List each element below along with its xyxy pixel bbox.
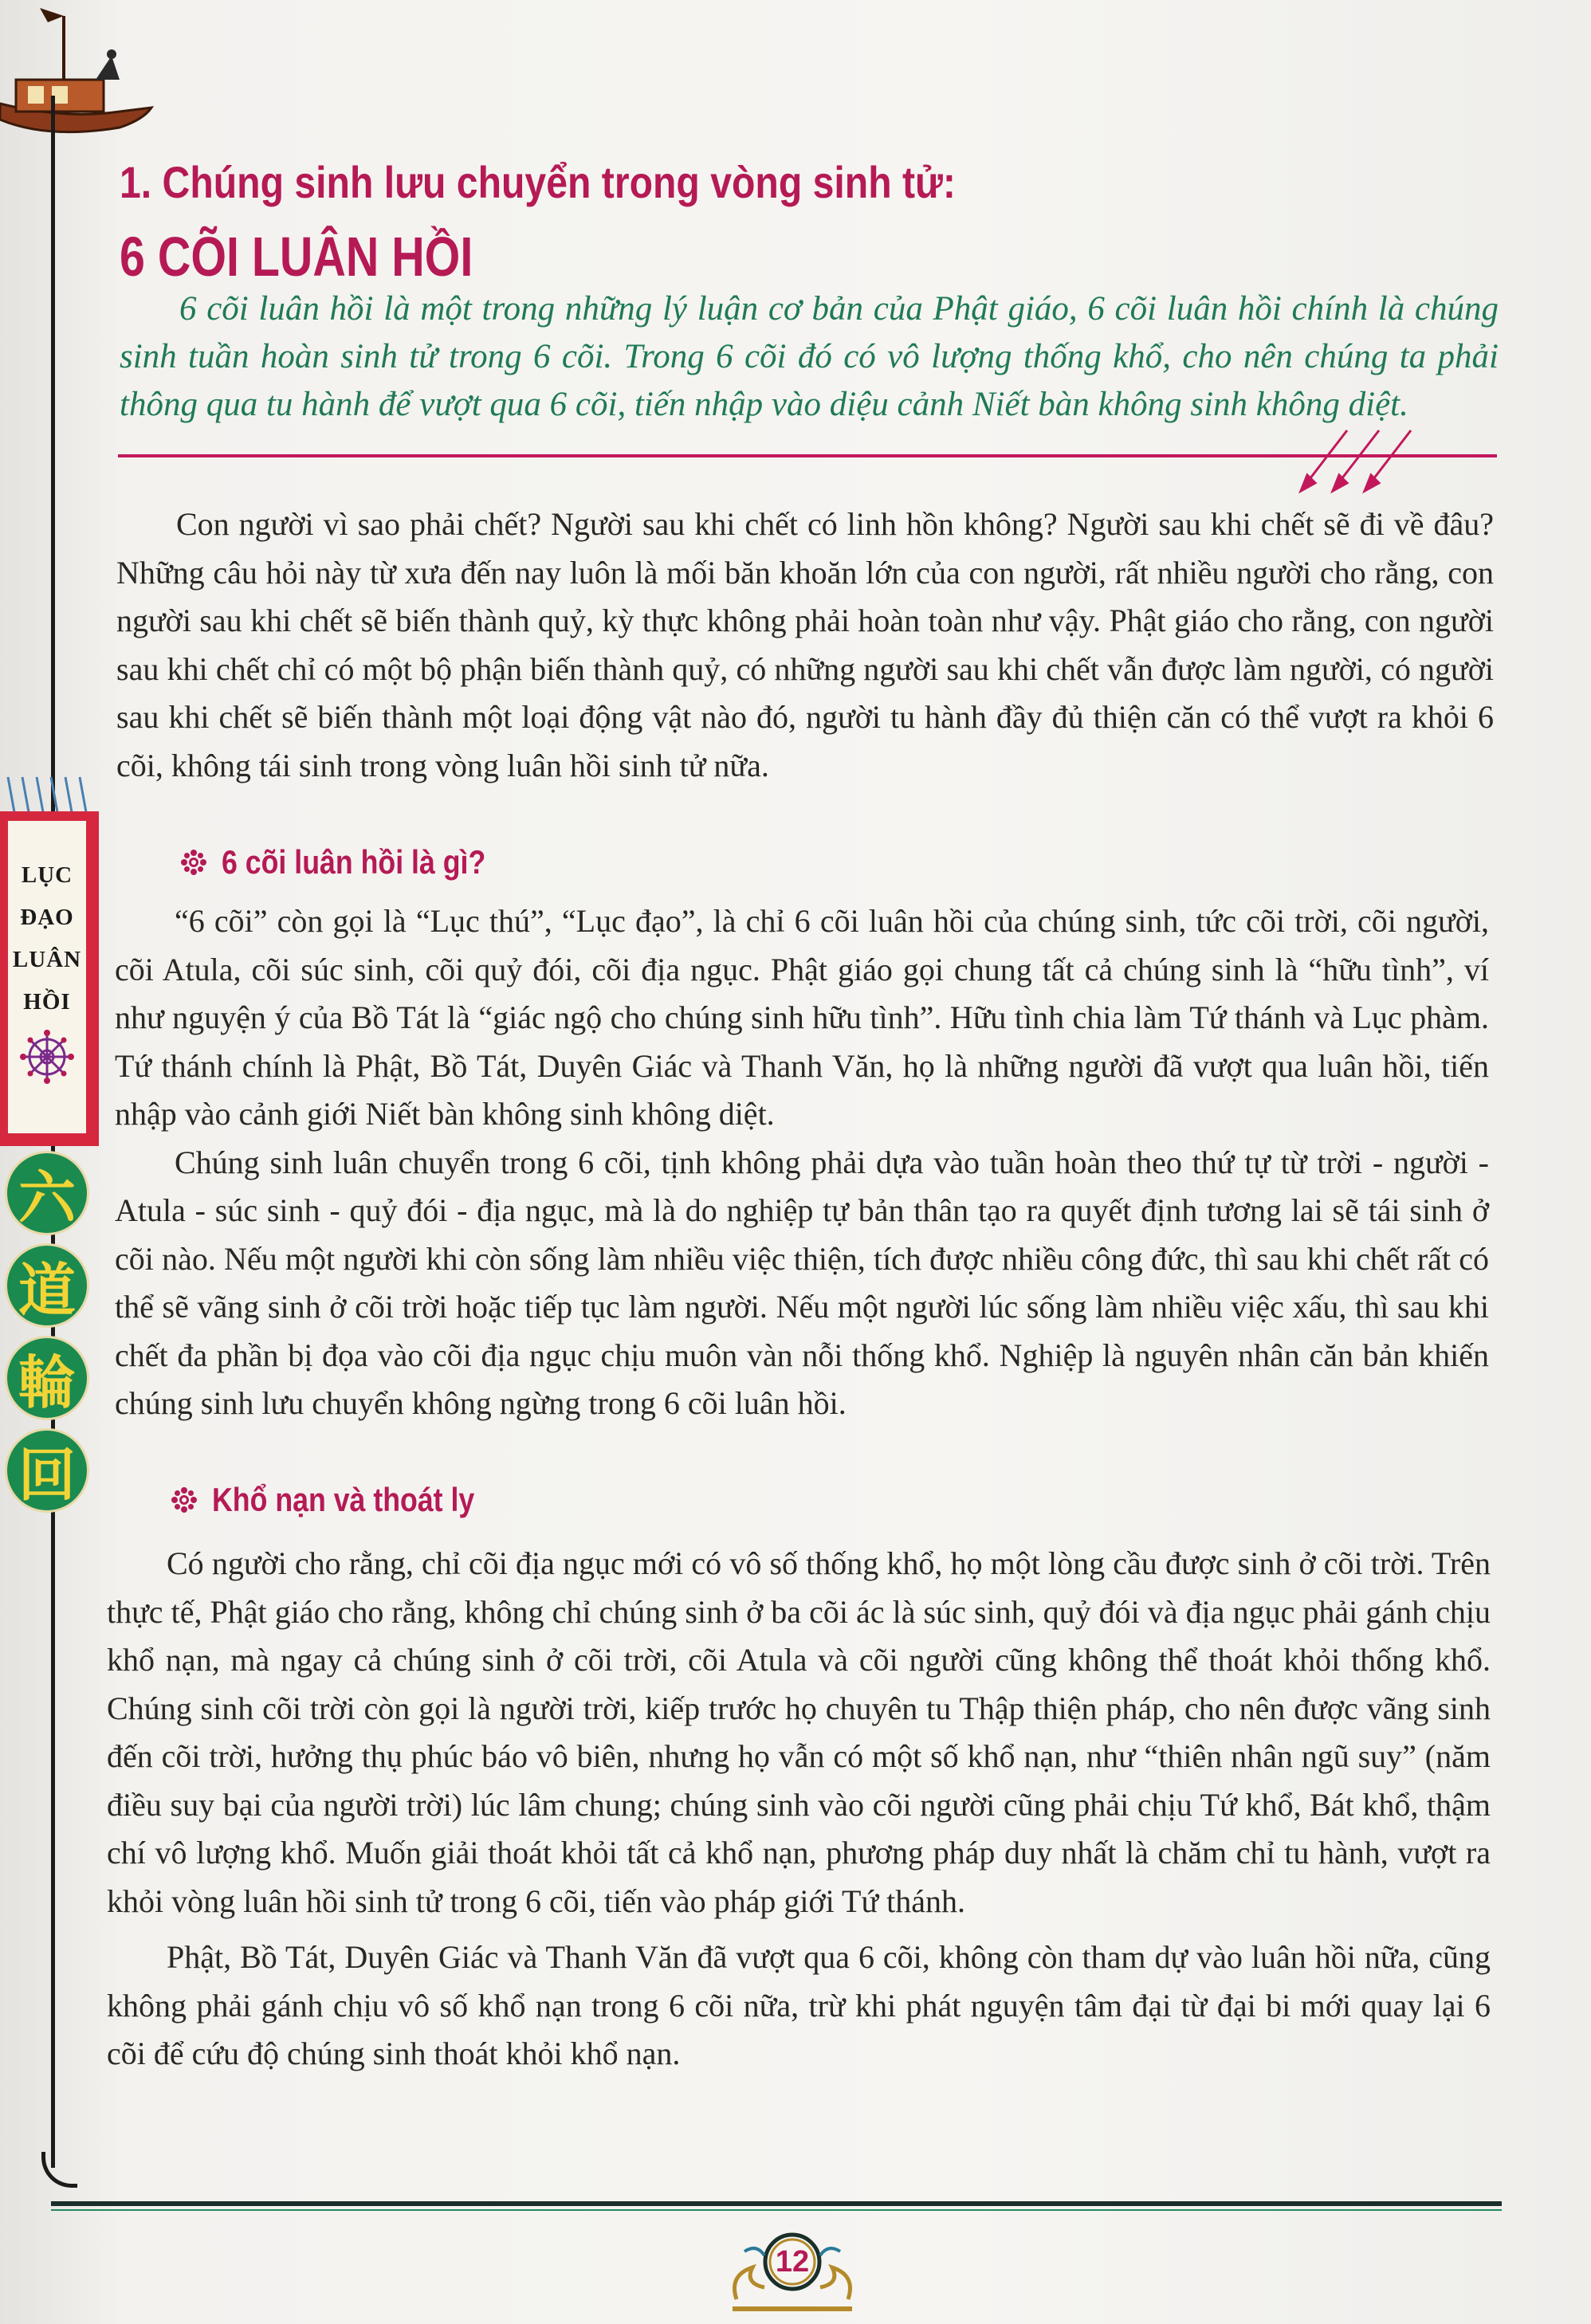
side-tab-label: [8, 821, 86, 1133]
footer-rule-accent: [51, 2209, 1502, 2211]
side-char-circle: 道: [5, 1243, 89, 1328]
boat-decoration-icon: [0, 0, 159, 151]
paragraph: Chúng sinh luân chuyển trong 6 cõi, tịnh không phải dựa vào tuần hoàn theo thứ tự từ trời - người - Atula - súc sinh - quỷ đói - địa ngục, mà là do nghiệp tự bản thân tạo ra quyết định tương lai sẽ tái sinh ở cõi nào. Nếu một người khi còn sống làm nhiều việc thiện, tích được nhiều công đức, thì sau khi chết rất có thể sẽ vãng sinh ở cõi trời hoặc tiếp tục làm người. Nếu một người lúc sống làm nhiều việc xấu, thì sau khi chết đa phần bị đọa vào cõi địa ngục chịu muôn vàn nỗi thống khổ. Nghiệp là nguyên nhân căn bản khiến chúng sinh lưu chuyển không ngừng trong 6 cõi luân hồi.: [115, 1144, 1489, 1421]
flower-bullet-icon: [171, 1486, 198, 1513]
chapter-subtitle: 6 CÕI LUÂN HỒI: [120, 226, 473, 288]
body-section-1: [116, 501, 1494, 790]
page-number: 12: [775, 2245, 810, 2279]
footer-rule: [51, 2201, 1502, 2206]
section-heading-2: [171, 1481, 521, 1519]
body-section-2: [115, 897, 1489, 1428]
body-section-3: [107, 1540, 1491, 2079]
section-heading-text: 6 cõi luân hồi là gì?: [222, 843, 486, 881]
arrows-decoration-icon: [1291, 414, 1427, 494]
paragraph: Có người cho rằng, chỉ cõi địa ngục mới có vô số thống khổ, họ một lòng cầu được sinh ở cõi trời. Trên thực tế, Phật giáo cho rằng, không chỉ chúng sinh ở ba cõi ác là súc sinh, quỷ đói và địa ngục phải gánh chịu khổ nạn, mà ngay cả chúng sinh ở cõi trời, cõi Atula và cõi người cũng không thể thoát khỏi thống khổ. Chúng sinh cõi trời còn gọi là người trời, kiếp trước họ chuyên tu Thập thiện pháp, cho nên được vãng sinh đến cõi trời, hưởng thụ phúc báo vô biên, nhưng họ vẫn có một số khổ nạn, như “thiên nhân ngũ suy” (năm điều suy bại của người trời) lúc lâm chung; chúng sinh vào cõi người cũng phải chịu Tứ khổ, Bát khổ, thậm chí vô lượng khổ. Muốn giải thoát khỏi tất cả khổ nạn, phương pháp duy nhất là chăm chỉ tu hành, vượt ra khỏi vòng luân hồi sinh tử trong 6 cõi, tiến vào pháp giới Tứ thánh.: [107, 1545, 1491, 1919]
side-tab: [0, 811, 99, 1146]
section-heading-1: [180, 843, 532, 881]
side-char-circle: 六: [5, 1151, 89, 1235]
paragraph: “6 cõi” còn gọi là “Lục thú”, “Lục đạo”, là chỉ 6 cõi luân hồi của chúng sinh, tức cõi trời, cõi người, cõi Atula, cõi súc sinh, cõi quỷ đói, cõi địa ngục. Phật giáo gọi chung tất cả chúng sinh là “hữu tình”, ví như nguyện ý của Bồ Tát là “giác ngộ cho chúng sinh hữu tình”. Hữu tình chia làm Tứ thánh và Lục phàm. Tứ thánh chính là Phật, Bồ Tát, Duyên Giác và Thanh Văn, họ là những người đã vượt qua luân hồi, tiến nhập vào cảnh giới Niết bàn không sinh không diệt.: [115, 903, 1489, 1132]
side-tab-line: LUÂN: [12, 947, 82, 972]
intro-paragraph: 6 cõi luân hồi là một trong những lý luận cơ bản của Phật giáo, 6 cõi luân hồi chính là chúng sinh tuần hoàn sinh tử trong 6 cõi. Trong 6 cõi đó có vô lượng thống khổ, cho nên chúng ta phải thông qua tu hành để vượt qua 6 cõi, tiến nhập vào diệu cảnh Niết bàn không sinh không diệt.: [120, 290, 1499, 423]
paragraph: Phật, Bồ Tát, Duyên Giác và Thanh Văn đã vượt qua 6 cõi, không còn tham dự vào luân hồi nữa, cũng không phải gánh chịu vô số khổ nạn trong 6 cõi nữa, trừ khi phát nguyện tâm đại từ đại bi mới quay lại 6 cõi để cứu độ chúng sinh thoát khỏi khổ nạn.: [107, 1939, 1491, 2071]
flower-bullet-icon: [180, 849, 207, 876]
dharma-wheel-icon: [17, 1027, 77, 1087]
paragraph: Con người vì sao phải chết? Người sau khi chết có linh hồn không? Người sau khi chết sẽ đi về đâu? Những câu hỏi này từ xưa đến nay luôn là mối băn khoăn lớn của con người, rất nhiều người cho rằng, con người sau khi chết sẽ biến thành quỷ, kỳ thực không phải hoàn toàn như vậy. Phật giáo cho rằng, con người sau khi chết chỉ có một bộ phận biến thành quỷ, có những người sau khi chết vẫn được làm người, có người sau khi chết sẽ biến thành một loại động vật nào đó, người tu hành đầy đủ thiện căn có thể vượt ra khỏi 6 cõi, không tái sinh trong vòng luân hồi sinh tử nữa.: [116, 506, 1494, 783]
section-heading-text: Khổ nạn và thoát ly: [212, 1481, 475, 1518]
side-char-circle: 回: [5, 1428, 89, 1513]
side-tab-line: LỤC: [21, 862, 73, 888]
side-tab-line: HỒI: [23, 989, 71, 1015]
intro-divider: [118, 454, 1497, 457]
side-tab-line: ĐẠO: [20, 905, 74, 930]
chapter-title: 1. Chúng sinh lưu chuyển trong vòng sinh tử:: [120, 157, 956, 207]
side-char-circle: 輪: [5, 1336, 89, 1420]
